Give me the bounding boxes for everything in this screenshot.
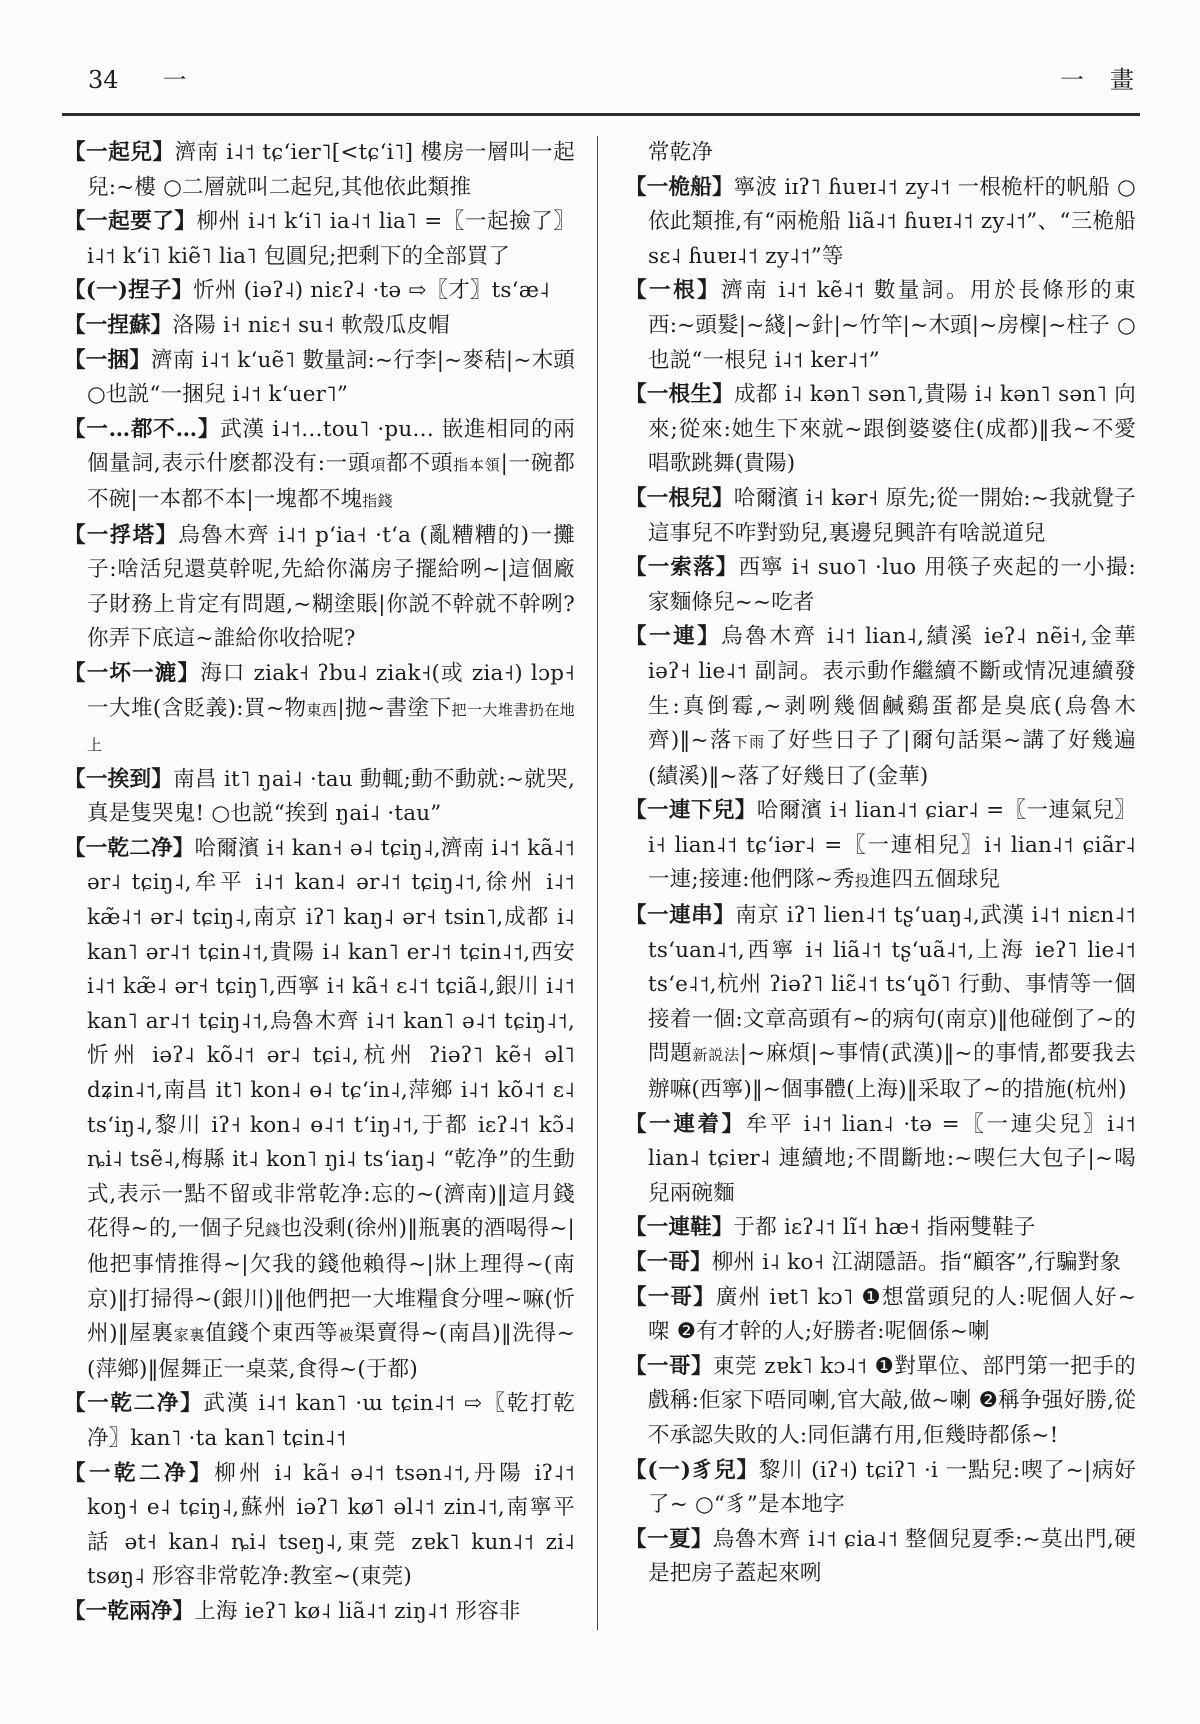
entry-headword: 【一哥】 — [625, 1250, 712, 1275]
entry-headword: 【一乾二净】 — [64, 835, 195, 861]
entry-text: 海口 ziak˧ ʔbu˨ ziak˧(或 zia˧) lɔp˧ 一大堆(含貶義):買~物 — [87, 660, 575, 721]
entry-headword: 【一乾兩净】 — [64, 1598, 195, 1624]
inline-annotation: 項 — [370, 456, 387, 475]
dictionary-entry — [64, 1387, 575, 1456]
dictionary-entry — [625, 1523, 1136, 1592]
running-head-right — [1060, 60, 1134, 95]
entry-text: 也没剩(徐州)‖瓶裏的酒喝得~|他把事情推得~|欠我的錢他賴得~|牀上理得~(南京)‖打掃得~(銀川)‖他們把一大堆糧食分哩~嘛(忻州)‖屋裏 — [87, 1216, 575, 1347]
entry-text: |~麻煩|~事情(武漢)‖~的事情,都要我去辦嘛(西寧)‖~個事體(上海)‖采取了~的措施(杭州) — [648, 1041, 1136, 1103]
entry-text: 東莞 zɐk˥ kɔ˨˦ ❶對單位、部門第一把手的戲稱:佢家下唔同喇,官大敲,做~喇 ❷稱争强好勝,從不承認失敗的人:同佢講冇用,佢幾時都係~! — [648, 1353, 1136, 1448]
entry-text: 值錢个東西等 — [205, 1321, 339, 1347]
entry-text: 忻州 (iəʔ˨) niɛʔ˨ ·tə ⇨〖才〗tsʻæ˨ — [193, 278, 550, 304]
dictionary-entry — [64, 763, 575, 832]
running-head-left — [88, 60, 187, 95]
dictionary-entry — [625, 551, 1136, 620]
dictionary-entry — [625, 899, 1136, 1108]
entry-text: 常乾净 — [648, 140, 714, 165]
inline-annotation: 投 — [854, 872, 870, 891]
dictionary-entry — [625, 1211, 1136, 1246]
stroke-section-char: 一 — [1060, 66, 1084, 94]
dictionary-entry — [64, 274, 575, 309]
entry-headword: 【一夏】 — [625, 1526, 713, 1552]
entry-text: 牟平 i˨˦ lian˨ ·tə =〖一連尖兒〗i˨˦ lian˨ tɕiɐr˨ 連續地;不間斷地:~喫仨大包子|~喝兒兩碗麵 — [648, 1111, 1136, 1206]
dictionary-entry — [64, 1595, 575, 1630]
inline-annotation: 東西 — [306, 700, 338, 719]
dictionary-entry — [64, 832, 575, 1388]
entry-text: |一碗都不碗|一本都不本|一塊都不塊 — [87, 451, 575, 512]
entry-headword: 【一連鞋】 — [625, 1215, 734, 1241]
dictionary-entry — [625, 1350, 1136, 1454]
dictionary-entry — [625, 274, 1136, 378]
entry-headword: 【一根】 — [625, 278, 722, 304]
dictionary-entry — [625, 1454, 1136, 1523]
entry-text: 烏魯木齊 i˨˦ pʻia˧ ·tʻa (亂糟糟的)一攤子:啥活兒還莫幹呢,先給你滿房子擺給咧~|這個廠子財務上肯定有問題,~糊塗賬|你説不幹就不幹咧? 你弄下底這~誰給你收拾呢? — [87, 522, 575, 652]
entry-text: 武漢 i˨˦ kan˥ ·ɯ tɕin˨˦ ⇨〖乾打乾净〗kan˥ ·ta kan˥ tɕin˨˦ — [87, 1391, 576, 1451]
dictionary-entry — [64, 657, 575, 763]
entry-text: 洛陽 i˧ niɛ˧ su˧ 軟殼瓜皮帽 — [172, 312, 450, 338]
inline-annotation: 被 — [338, 1326, 355, 1345]
inline-annotation: 指錢 — [362, 491, 393, 510]
entry-text: 哈爾濱 i˧ kər˧ 原先;從一開始:~我就覺子這事兒不咋對勁兒,裏邊兒興許有啥説道兒 — [648, 485, 1136, 546]
dictionary-entry — [64, 136, 575, 205]
entry-text: 柳州 i˨ kã˧ ə˨˦ tsən˨˦,丹陽 iʔ˨˦ koŋ˧ e˨ tɕiŋ˨,蘇州 iəʔ˥ kø˥ əl˨˦ zin˨˦,南寧平話 ət˧ kan˨ ȵi˨ tseŋ˨,東莞 zɐk˥ kun˨˦ zi˨ tsøŋ˨ 形容非常乾净:教室~(東莞) — [87, 1460, 576, 1590]
entry-headword: 【一哥】 — [625, 1353, 713, 1379]
entry-headword: 【一連着】 — [625, 1111, 746, 1137]
entry-text: 黎川 (iʔ˧) tɕiʔ˥ ·i 一點兒:喫了~|病好了~ ○“豸”是本地字 — [648, 1457, 1136, 1518]
entry-headword: 【一哥】 — [625, 1284, 716, 1310]
inline-annotation: 指本領 — [453, 456, 501, 475]
entry-text: 渠賣得~(南昌)‖洗得~(萍鄉)‖偓舞正一桌菜,食得~(于都) — [87, 1321, 576, 1382]
running-head — [88, 60, 1134, 95]
entry-text: 哈爾濱 i˧ lian˨˦ ɕiar˨ =〖一連氣兒〗i˧ lian˨˦ tɕʻiər˨ =〖一連相兒〗i˧ lian˨˦ ɕiãr˨ 一連;接連:他們隊~秀 — [648, 798, 1136, 893]
entry-text: 寧波 iɪʔ˥ ɦuɐɪ˨˦ zy˨˦ 一根桅杆的帆船 ○依此類推,有“兩桅船 liã˨˦ ɦuɐɪ˨˦ zy˨˦”、“三桅船 sɛ˨ ɦuɐɪ˨˦ zy˨˦”等 — [648, 174, 1136, 269]
entry-text: 上海 ieʔ˥ kø˨ liã˨˦ ziŋ˨˦ 形容非 — [194, 1598, 521, 1624]
entry-text: 成都 i˨ kən˥ sən˥,貴陽 i˨ kən˥ sən˥ 向來;從來:她生下來就~跟倒婆婆住(成都)‖我~不愛唱歌跳舞(貴陽) — [648, 382, 1136, 477]
dictionary-entry — [625, 171, 1136, 275]
entry-headword: 【一捏蘇】 — [64, 312, 173, 338]
right-column — [597, 136, 1136, 1630]
dictionary-entry — [64, 309, 575, 344]
left-column — [64, 136, 597, 1630]
entry-text: 了好些日子了|爾句話渠~講了好幾遍(績溪)‖~落了好幾日了(金華) — [648, 728, 1136, 789]
dictionary-entry — [625, 1108, 1136, 1212]
entry-headword: 【(一)豸兒】 — [625, 1457, 759, 1483]
dictionary-entry — [64, 1457, 575, 1595]
dictionary-entry — [625, 378, 1136, 482]
entry-text: 濟南 i˨˦ kʻuẽ˥ 數量詞:~行李|~麥秸|~木頭 ○也説“一捆兒 i˨˦ kʻuer˥” — [87, 347, 575, 408]
entry-text: 濟南 i˨˦ tɕʻier˥[<tɕʻi˥] 樓房一層叫一起兒:~樓 ○二層就叫二起兒,其他依此類推 — [87, 140, 575, 200]
header-rule — [62, 113, 1140, 116]
entry-text: 烏魯木齊 i˨˦ lian˨,績溪 ieʔ˨ nẽi˧,金華 iəʔ˧ lie˨˦ 副詞。表示動作繼續不斷或情况連續發生:真倒霉,~剥咧幾個鹹鷄蛋都是臭底(烏魯木齊)‖~落 — [648, 624, 1137, 754]
entry-headword: 【一桅船】 — [625, 174, 734, 200]
dictionary-entry — [64, 344, 575, 413]
entry-headword: 【一乾二净】 — [64, 1391, 204, 1417]
entry-text: 濟南 i˨˦ kẽ˨˦ 數量詞。用於長條形的東西:~頭髮|~綫|~針|~竹竿|~木頭|~房檁|~柱子 ○也説“一根兒 i˨˦ ker˨˦” — [648, 278, 1136, 373]
entry-text: 進四五個球兒 — [869, 867, 1001, 893]
dictionary-entry — [625, 1281, 1136, 1350]
entry-headword: 【(一)捏子】 — [64, 278, 194, 304]
dictionary-entry — [64, 205, 575, 274]
page-number: 34 — [88, 66, 119, 94]
inline-annotation: 錢 — [265, 1221, 281, 1240]
entry-headword: 【一乾二净】 — [64, 1460, 215, 1486]
entry-text: 烏魯木齊 i˨˦ ɕia˨˦ 整個兒夏季:~莫出門,硬是把房子蓋起來咧 — [648, 1526, 1136, 1587]
entry-headword: 【一捊塔】 — [64, 522, 179, 548]
dictionary-entry — [625, 482, 1136, 551]
dictionary-entry — [625, 620, 1136, 794]
entry-headword: 【一起要了】 — [64, 209, 197, 235]
entry-headword: 【一連下兒】 — [625, 798, 757, 824]
entry-headword: 【一捆】 — [64, 347, 151, 373]
entry-text: 廣州 iɐt˥ kɔ˥ ❶想當頭兒的人:呢個人好~㗎 ❷有才幹的人;好勝者:呢個係~喇 — [648, 1284, 1136, 1345]
entry-text: |抛~書塗下 — [337, 695, 452, 721]
stroke-section-label: 畫 — [1110, 66, 1134, 94]
inline-annotation: 下雨 — [732, 733, 766, 752]
inline-annotation: 新説法 — [692, 1046, 740, 1065]
entry-headword: 【一連串】 — [625, 903, 736, 929]
entry-headword: 【一…都不…】 — [64, 416, 221, 442]
entry-continuation — [625, 136, 1136, 171]
entry-headword: 【一根生】 — [625, 382, 735, 408]
entry-text: 柳州 i˨˦ kʻi˥ ia˨˦ lia˥ =〖一起撿了〗i˨˦ kʻi˥ kiẽ˥ lia˥ 包圓兒;把剩下的全部買了 — [87, 209, 576, 269]
entry-text: 西寧 i˧ suo˥ ·luo 用筷子夾起的一小撮:家麵條兒~~吃者 — [648, 555, 1136, 615]
entry-headword: 【一起兒】 — [64, 140, 175, 165]
entry-text: 柳州 i˨ ko˧ 江湖隱語。指“顧客”,行騙對象 — [711, 1250, 1122, 1275]
inline-annotation: 家裏 — [173, 1326, 206, 1345]
inline-annotation: 把一大堆書扔在地上 — [87, 700, 575, 755]
entry-text: 武漢 i˨˦…tou˥ ·pu… 嵌進相同的兩個量詞,表示什麽都没有:一頭 — [87, 416, 575, 477]
entry-text: 哈爾濱 i˧ kan˧ ə˨ tɕiŋ˨,濟南 i˨˦ kã˨˦ ər˨ tɕiŋ˨,牟平 i˨˦ kan˨ ər˨˦ tɕiŋ˨˦,徐州 i˨˦ kæ̃˨˦ ər˨ tɕiŋ˨,南京 iʔ˥ kaŋ˨ ər˧ tsin˥,成都 i˨ kan˥ ər˨˦ tɕin˨˦,貴陽 i˨ kan˥ er˨˦ tɕin˨˦,西安 i˨˦ kæ̃˨ ər˧ tɕiŋ˥,西寧 i˧ kã˧ ɛ˨˦ tɕiã˨,銀川 i˨˦ kan˥ ar˨˦ tɕiŋ˨˦,烏魯木齊 i˨˦ kan˥ ə˨˦ tɕiŋ˨˦,忻州 iəʔ˨ kõ˨˦ ər˨ tɕi˨,杭州 ʔiəʔ˥ kẽ˧ əl˥ dʑin˨˦,南昌 it˥ kon˨ ɵ˨ tɕʻin˨,萍鄉 i˨˦ kõ˨˦ ɛ˨ tsʻiŋ˨,黎川 iʔ˧ kon˨ ɵ˨˦ tʻiŋ˨˦,于都 iɛʔ˨˦ kɔ̃˨ ȵi˨ tsẽ˨,梅縣 it˨ kon˥ ŋi˨ tsʻiaŋ˨ “乾净”的生動式,表示一點不留或非常乾净:忘的~(濟南)‖這月錢花得~的,一個子兒 — [87, 835, 576, 1242]
entry-text: 南昌 it˥ ŋai˨ ·tau 動輒;動不動就:~就哭,真是隻哭鬼! ○也説“挨到 ŋai˨ ·tau” — [87, 766, 575, 827]
entry-headword: 【一索落】 — [625, 555, 739, 581]
text-columns — [64, 136, 1140, 1630]
entry-headword: 【一連】 — [625, 624, 722, 650]
entry-text: 都不頭 — [386, 451, 454, 477]
section-character: 一 — [162, 66, 187, 94]
entry-text: 南京 iʔ˥ lien˨˦ tʂʻuaŋ˨,武漢 i˨˦ niɛn˨˦ tsʻuan˨˦,西寧 i˧ liã˨˦ tʂʻuã˨˦,上海 ieʔ˥ lie˨˦ tsʻe˨˦,杭州 ʔiəʔ˥ liɛ̃˨˦ tsʻɥõ˥ 行動、事情等一個接着一個:文章高頭有~的病句(南京)‖他碰倒了~的問題 — [648, 903, 1136, 1067]
entry-text: 于都 iɛʔ˨˦ lĩ˧ hæ˧ 指兩雙鞋子 — [733, 1215, 1036, 1241]
dictionary-entry — [625, 794, 1136, 899]
dictionary-entry — [64, 519, 575, 657]
entry-headword: 【一挨到】 — [64, 766, 174, 792]
dictionary-entry — [64, 413, 575, 519]
entry-headword: 【一根兒】 — [625, 485, 734, 511]
entry-headword: 【一坏一漉】 — [64, 660, 201, 686]
dictionary-entry — [625, 1246, 1136, 1281]
